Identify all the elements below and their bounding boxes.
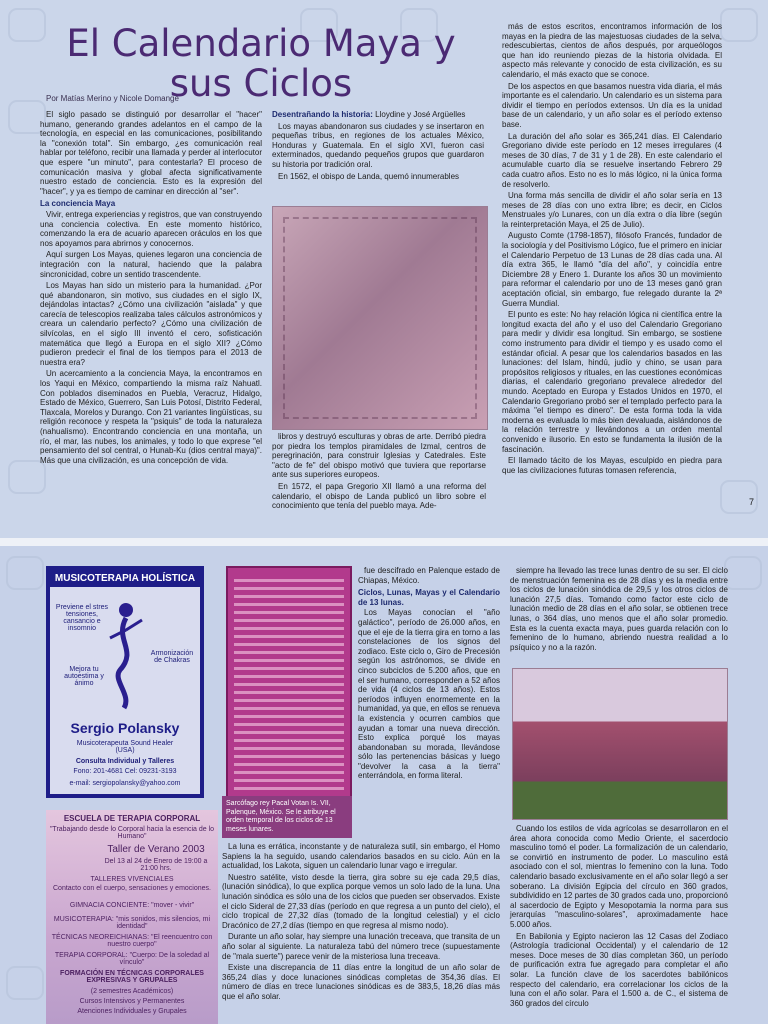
paragraph: Los mayas abandonaron sus ciudades y se insertaron en pequeñas tribus, en regiones de los actuales México, Honduras y Guatemala. En el siglo XVI, fueron casi exterminados, quedando pequeños grupos que guardaron su historia por tradición oral.: [272, 121, 484, 169]
ad-text: Contacto con el cuerpo, sensaciones y emociones.: [53, 885, 211, 892]
ad-text: Cursos Intensivos y Permanentes: [79, 998, 185, 1005]
column-3: [502, 22, 722, 477]
column-b: [510, 566, 728, 654]
paragraph: Nuestro satélite, visto desde la tierra, gira sobre su eje cada 29,5 días, (lunación sinódica), lo que explica porque vemos un solo lado de la luna. Una lunación sinódica es sólo una de los ciclos que pueden ser observados. Existe el ciclo Sideral de 27,33 días (período en que regresa a un punto del cielo), el ciclo tropical de 27,32 días (tomado de la longitud celestial) y el ciclo Dracónico de 27,2 días (tiempo en que regresa al mismo nodo).: [222, 872, 500, 930]
section-heading: Desentrañando la historia:: [272, 110, 373, 119]
paragraph: fue descifrado en Palenque estado de Chiapas, México.: [358, 566, 500, 585]
maya-relief-photo: [272, 206, 488, 430]
ad-text: MUSICOTERAPIA: "mis sonidos, mis silencios, mi identidad": [53, 916, 211, 930]
ad-text: Del 13 al 24 de Enero de 19:00 a 21:00 hrs.: [104, 858, 208, 872]
section-heading: Ciclos, Lunas, Mayas y el Calendario de 13 lunas.: [358, 588, 500, 607]
paragraph: En 1572, el papa Gregorio XII llamó a una reforma del calendario, el obispo de Landa publicó un libro sobre el conocimiento que tenía del pueblo maya. Ade-: [272, 481, 486, 511]
ad-text: Previene el stres tensiones, cansancio e insomnio: [55, 604, 109, 632]
paragraph: más de estos escritos, encontramos información de los mayas en la piedra de las majestuosas ciudades de la selva, redescubiertas, cientos de años después, por arqueólogos que han ido reuniendo piezas de la historia olvidada. El aspecto más relevante y conocido de esta civilización, es su calendario, el más exacto que se conoce.: [502, 22, 722, 79]
paragraph: Cuando los estilos de vida agrícolas se desarrollaron en el área ahora conocida como Medio Oriente, el sacerdocio masculino tomó el poder. La formalización de un calendario, se convirtió en instrumento de poder. Lo masculino está asociado con el sol, mientras lo femenino con la luna. Todo calendario basado exclusivamente en el año solar llegó a ser soberano. La división Egipcia del círculo en 360 grados, subdividido en 12 partes de 30 grados cada uno, proporcionó al sacerdocio de Egipto y Mesopotamia la norma para sus jerarquías "masculino-solares", aproximadamente hace 5.000 años.: [510, 824, 728, 929]
column-1: [40, 110, 262, 467]
ad-text: Consulta Individual y Talleres: [75, 758, 175, 765]
paragraph: En 1562, el obispo de Landa, quemó innumerables: [278, 171, 460, 181]
section-heading: La conciencia Maya: [40, 199, 116, 209]
maya-glyph-decoration: [724, 556, 762, 590]
paragraph: Una forma más sencilla de dividir el año solar sería en 13 meses de 28 días con uno extra libre; es decir, en Ciclos Menstruales y/o Lunares, con un día extra o día libre (según la reinterpretación Maya, el 25 de Julio).: [502, 191, 722, 229]
terapia-corporal-ad: [46, 810, 218, 1024]
ad-text: (2 semestres Académicos): [90, 988, 174, 995]
sarcophagus-carving-pattern: [234, 574, 344, 790]
article-title: El Calendario Maya y sus Ciclos: [66, 22, 456, 105]
relief-carving-image: [283, 217, 477, 419]
ad-text: FORMACIÓN EN TÉCNICAS CORPORALES EXPRESIVAS Y GRUPALES: [60, 970, 204, 984]
paragraph: Augusto Comte (1798-1857), filósofo Francés, fundador de la sociología y del Positivismo Lógico, fue el primero en iniciar el Calendario Perpetuo de 13 Lunas de 28 días cada una. Al día extra 365, le llamó "día del año", y coincidía entre Diciembre 28 y Enero 1. Durante los años 30 un movimiento para reformar el calendario por uno de 13 meses ganó gran aceptación oficial, sin embargo, fue relegado durante la 2ª Guerra Mundial.: [502, 231, 722, 308]
page-divider: [0, 538, 768, 546]
page-number: 7: [748, 497, 754, 507]
paragraph: En Babilonia y Egipto nacieron las 12 Casas del Zodiaco (Astrología tradicional Occidental) y el calendario de 12 meses. Doce meses de 30 días completan 360, un período de purificación extra fue agregado para completar el año solar. La función clave de los sacerdotes babilónicos respecto del calendario, era correlacionar los ciclos de la luna con el año solar. Para el 1.500 a. de C., el sistema de 360 grados del círculo: [510, 931, 728, 1008]
image-caption: Sarcófago rey Pacal Votan Is. VII, Palenque, México. Se le atribuye el orden temporal de los ciclos de 13 meses lunares.: [222, 796, 352, 838]
paragraph: La duración del año solar es 365,241 días. El Calendario Gregoriano divide este período en 12 meses irregulares (4 meses de 30 días, 7 de 31 y 1 de 28). En este calendario el acumulable cuarto día se resuelve insertando Febrero 29 cada cuatro años. Esto no es lo más lógico, ni la única forma de resolverlo.: [502, 131, 722, 189]
ad-text: Armonización de Chakras: [150, 650, 194, 664]
maya-glyph-decoration: [6, 556, 44, 590]
ad-title: ESCUELA DE TERAPIA CORPORAL: [63, 814, 201, 823]
ad-inner: [50, 570, 200, 794]
ad-text: Mejora tu autoestima y ánimo: [64, 666, 104, 687]
ad-phone: Fono: 201-4681 Cel: 09231-3193: [73, 768, 177, 775]
column-a: [358, 566, 500, 783]
ad-text: Atenciones Individuales y Grupales: [77, 1008, 187, 1015]
column-2-continued: [272, 432, 486, 513]
paragraph: Aquí surgen Los Mayas, quienes legaron una conciencia de integración con la natural, haciendo que la palabra sincronicidad, cobre un sentido trascendente.: [40, 250, 262, 279]
paragraph: Los Mayas conocían el "año galáctico", período de 26.000 años, en que el eje de la tierra gira en torno a las constelaciones de los signos del zodiaco. Este ciclo o, Giro de Precesión según los astrónomos, se divide en cinco subciclos de 5.200 años, que en el ser humano, corresponden a 52 años de vida (4 ciclos de 13 años). Estos períodos influyen enormemente en la humanidad, ya que, en ellos se renueva la existencia y ocurren cambios que ayudan a tomar una nueva dirección. Esto explica porqué los mayas abandonaban su morada, llevándose sólo las pertenencias básicas y luego "devolver la casa a la tierra" enterrándola, en forma literal.: [358, 608, 500, 781]
column-b-continued: [510, 824, 728, 1010]
column-a-continued: [222, 842, 500, 1004]
ad-text: Musicoterapeuta Sound Healer (USA): [76, 740, 174, 754]
ad-text: TÉCNICAS NEOREICHIANAS: "El reencuentro con nuestro cuerpo": [51, 934, 213, 948]
paragraph: El llamado tácito de los Mayas, esculpido en piedra para que las civilizaciones futuras tomasen referencia,: [502, 456, 722, 475]
article-byline: Por Matías Merino y Nicole Domange: [46, 94, 179, 103]
paragraph: El punto es este: No hay relación lógica ni científica entre la longitud exacta del año y el uso del Calendario Gregoriano para medir y dividir esa longitud. Sin embargo, se sostiene como instrumento para dividir el tiempo y es usado como el estándar oficial. A pesar que los calendarios basados en las lunaciones: del Islam, hindú, judío y chino, se usan para propósitos religiosos y rituales, en las cuestiones económicas diarias, el calendario gregoriano prevalece alrededor del mundo. Aceptado en Europa y Estados Unidos en 1970, el Calendario Gregoriano probó ser el templado perfecto para la máxima "el tiempo es dinero". De esta forma toda la vida moderna es evaluada lo más bien devaluada, aislándonos de la relación terrestre y llevándonos a un orden mental convenido e ilusorio. En esto se fundamenta la ilusión de la fascinación.: [502, 310, 722, 454]
ad-text: TALLERES VIVENCIALES: [90, 876, 174, 883]
sarcophagus-image: [226, 566, 352, 798]
ad-text: TERAPIA CORPORAL: "Cuerpo: De la soledad al vínculo": [54, 952, 210, 966]
dancer-figure-icon: [106, 600, 146, 710]
ad-text: Taller de Verano 2003: [107, 844, 205, 855]
authors: Lloydine y José Argüelles: [375, 110, 466, 119]
paragraph: Un acercamiento a la conciencia Maya, la encontramos en los Yaqui en México, compartiendo la misma raíz Nahuatl. Con poblados diseminados en Puebla, Veracruz, Hidalgo, Estado de México, Guerrero, San Luis Potosí, Distrito Federal, Tlaxcala, Morelos y Durango. Con 21 variantes lingüísticas, su religión reconoce y respeta la "psiquis" de toda la naturaleza (nahualismo). Encontrando conciencia en una montaña, un río, el mar, las nubes, los animales, y todo lo que exprese "el pensamiento del sol central, o Hunab-Ku (dios central maya)". Más que una civilización, es una concepción de vida.: [40, 369, 262, 465]
paragraph: Existe una discrepancia de 11 días entre la longitud de un año solar de 365,24 días y doce lunaciones sinódicas completas de 354,36 días. El número de días en trece lunaciones sinódicas es de 383,5, 18,26 días más que el año solar.: [222, 963, 500, 1001]
temple-photo: [512, 668, 728, 820]
ad-title: MUSICOTERAPIA HOLÍSTICA: [50, 570, 200, 587]
paragraph: El siglo pasado se distinguió por desarrollar el "hacer" humano, generando grandes adelantos en el campo de la tecnología, en especial en las comunicaciones, posibilitando la "conexión total". Sin embargo, ¿es comunicación real hablar por teléfono, recibir una llamada y perder al interlocutor que espere "un minuto", para contestarla? El proceso de comunicación masiva y global afecta significativamente nuestro estado de conciencia. Esto es la expresión del "hacer", y ya es tiempo de caminar en dirección al "ser".: [40, 110, 262, 196]
paragraph: De los aspectos en que basamos nuestra vida diaria, el más importante es el calendario. Un calendario es un sistema para dividir el tiempo en períodos extensos. Un día es la unidad base de un calendario, y un año solar es el período extenso base.: [502, 81, 722, 129]
ad-text: GIMNACIA CONCIENTE: "mover - vivir": [69, 902, 195, 909]
paragraph: siempre ha llevado las trece lunas dentro de su ser. El ciclo de menstruación femenina es de 28 días y es la media entre los ciclos de lunación sinódica de 29,5 y los otros ciclos de lunación 27,5 días. Tomando como factor este ciclo de lunación medio de 28 días en el año solar, se obtienen trece lunas, o 364 días, uno menos que el año solar promedio. Esta es la cuenta exacta maya, pues guarda relación con lo femenino de lo humano, abriendo nuestra realidad a lo psíquico y no a la razón.: [510, 566, 728, 652]
maya-glyph-decoration: [8, 8, 46, 42]
musicoterapia-ad: [46, 566, 204, 798]
paragraph: libros y destruyó esculturas y obras de arte. Derribó piedra por piedra los templos piramidales de Izmal, centros de peregrinación, para construir Iglesias y Catedrales. Este "acto de fe" del obispo motivó que tuviera que reportarse ante sus superiores europeos.: [272, 432, 486, 480]
maya-glyph-decoration: [720, 8, 758, 42]
paragraph: [272, 110, 484, 120]
ad-text: "Trabajando desde lo Corporal hacia la esencia de lo Humano": [49, 826, 215, 840]
ad-email: e-mail: sergiopolansky@yahoo.com: [69, 780, 181, 787]
maya-glyph-decoration: [6, 966, 44, 1000]
paragraph: Los Mayas han sido un misterio para la humanidad. ¿Por qué abandonaron, sin motivo, sus ciudades en el siglo IX, dejándolas intactas? ¿Cómo una civilización "aislada" y que carecía de telescopios realizaba tales cálculos astronómicos y creara un calendario perfecto? ¿Cómo una civilización de silvícolas, en el siglo III inventó el cero, sofisticación matemática que llegó a Europa en el siglo XII? ¿Cómo pudieron predecir el final de los tiempos para el 2013 de nuestra era?: [40, 281, 262, 367]
column-2: [272, 110, 484, 183]
practitioner-name: Sergio Polansky: [70, 720, 180, 736]
paragraph: La luna es errática, inconstante y de naturaleza sutil, sin embargo, el Homo Sapiens la ha seguido, usando calendarios basados en su ciclo. Aún en la actualidad, los Lakota, siguen un calendario lunar vago e irregular.: [222, 842, 500, 871]
paragraph: Vivir, entrega experiencias y registros, que van construyendo una conciencia colectiva. En este momento histórico, comenzando la era de acuario aparecen oráculos en los que nos apoyamos para abrirnos y conocernos.: [40, 209, 262, 248]
paragraph: Durante un año solar, hay siempre una lunación treceava, que transita de un año solar al siguiente. La naturaleza tabú del número trece (supuestamente de "mala suerte") parece venir de la misteriosa luna treceava.: [222, 932, 500, 961]
